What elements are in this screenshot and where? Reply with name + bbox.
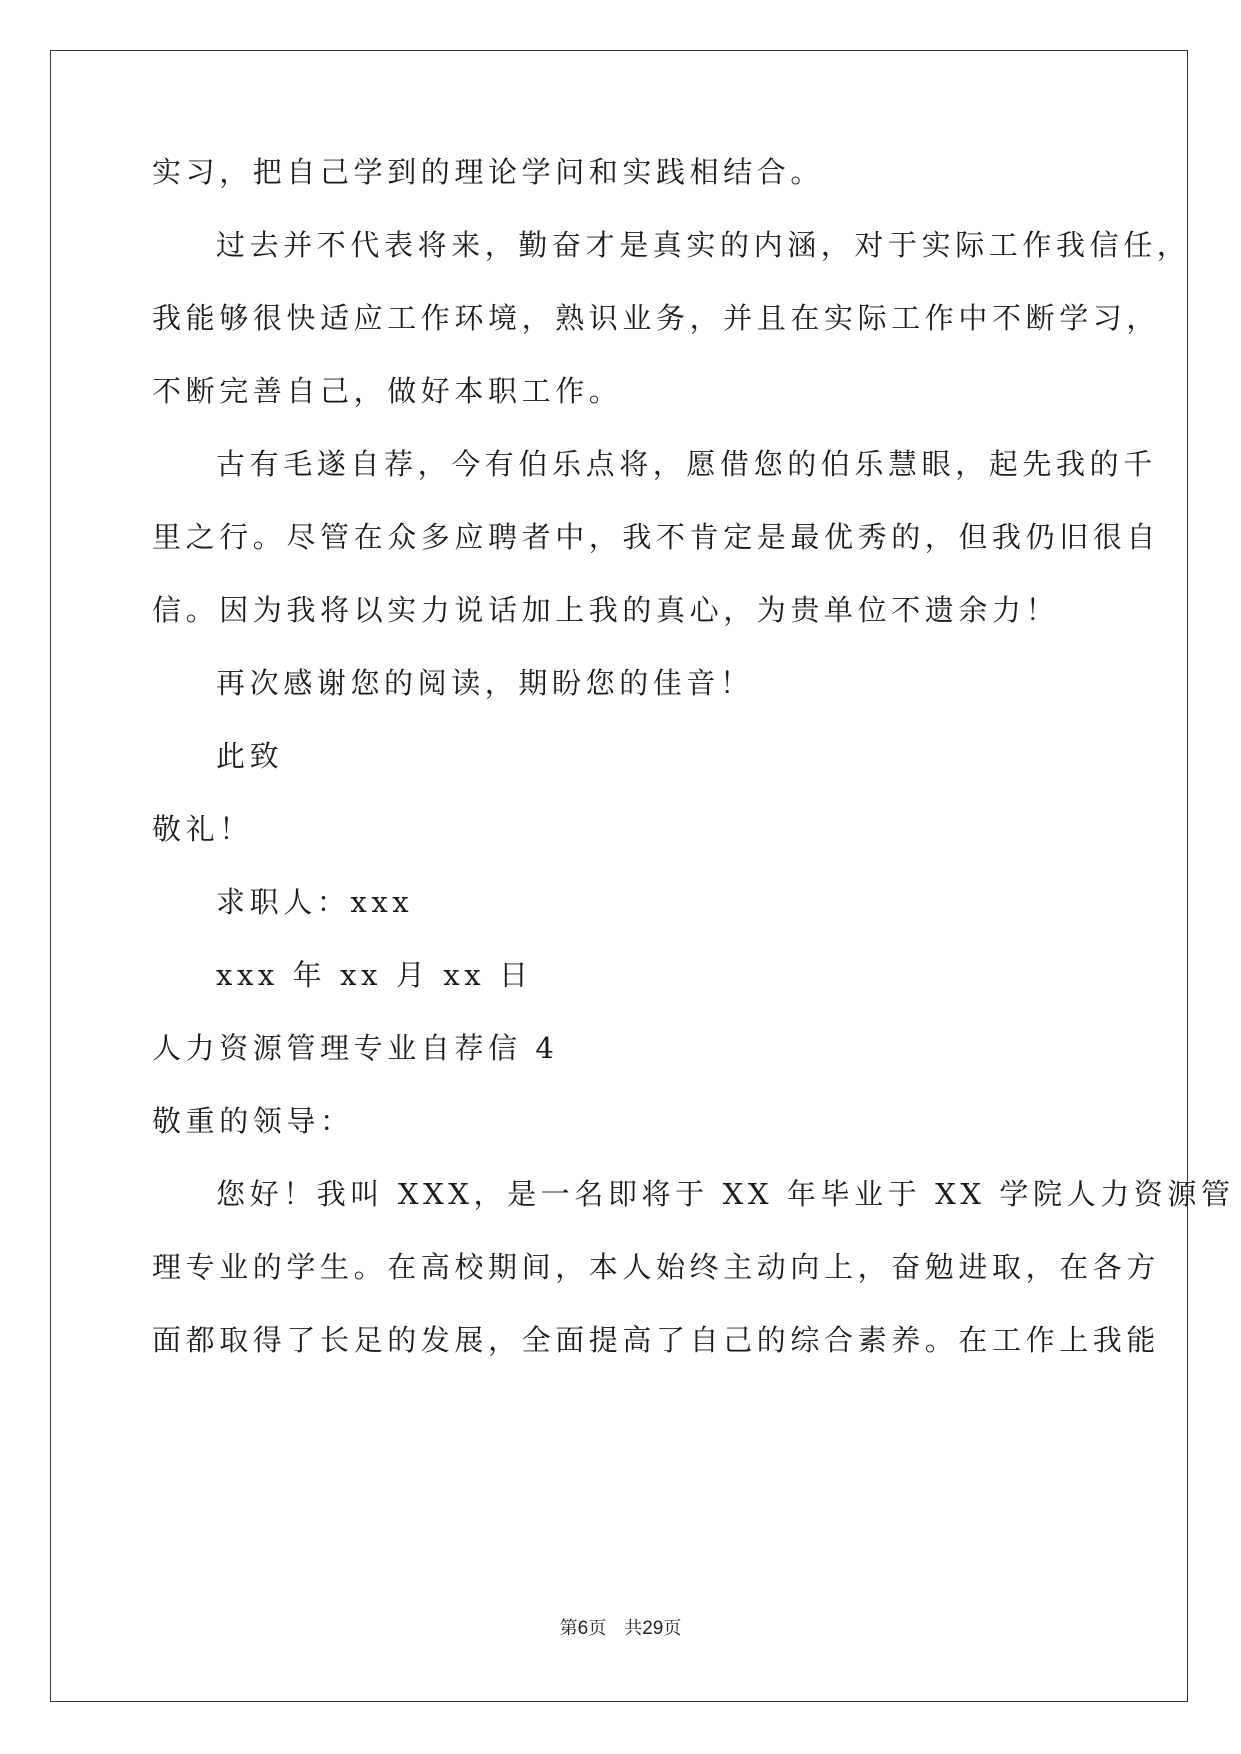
text-line: 不断完善自己，做好本职工作。	[152, 374, 623, 408]
signature-name: 求职人：xxx	[216, 885, 414, 919]
text-line: 过去并不代表将来，勤奋才是真实的内涵，对于实际工作我信任，	[216, 228, 1191, 262]
text-line: 我能够很快适应工作环境，熟识业务，并且在实际工作中不断学习，	[152, 301, 1161, 335]
page-number-footer	[0, 1617, 1241, 1641]
text-line: 实习，把自己学到的理论学问和实践相结合。	[152, 155, 825, 189]
text-line: 理专业的学生。在高校期间，本人始终主动向上，奋勉进取，在各方	[152, 1250, 1161, 1284]
current-page-number: 6	[577, 1618, 589, 1639]
letter-greeting: 敬重的领导：	[152, 1104, 354, 1138]
salutation-closing: 敬礼！	[152, 812, 253, 846]
text-line: 您好！我叫 XXX，是一名即将于 XX 年毕业于 XX 学院人力资源管	[216, 1177, 1235, 1211]
text-line: 再次感谢您的阅读，期盼您的佳音！	[216, 666, 754, 700]
text-line: 古有毛遂自荐，今有伯乐点将，愿借您的伯乐慧眼，起先我的千	[216, 447, 1157, 481]
text-line: 面都取得了长足的发展，全面提高了自己的综合素养。在工作上我能	[152, 1323, 1161, 1357]
page-prefix: 第	[559, 1618, 578, 1639]
text-line: 信。因为我将以实力说话加上我的真心，为贵单位不遗余力！	[152, 593, 1060, 627]
signature-date: xxx 年 xx 月 xx 日	[216, 958, 533, 992]
salutation-closing: 此致	[216, 739, 284, 773]
section-heading: 人力资源管理专业自荐信 4	[152, 1031, 559, 1065]
total-page-number: 29	[642, 1618, 664, 1639]
page-mid: 页 共	[588, 1618, 643, 1639]
text-line: 里之行。尽管在众多应聘者中，我不肯定是最优秀的，但我仍旧很自	[152, 520, 1161, 554]
page-suffix: 页	[663, 1618, 682, 1639]
